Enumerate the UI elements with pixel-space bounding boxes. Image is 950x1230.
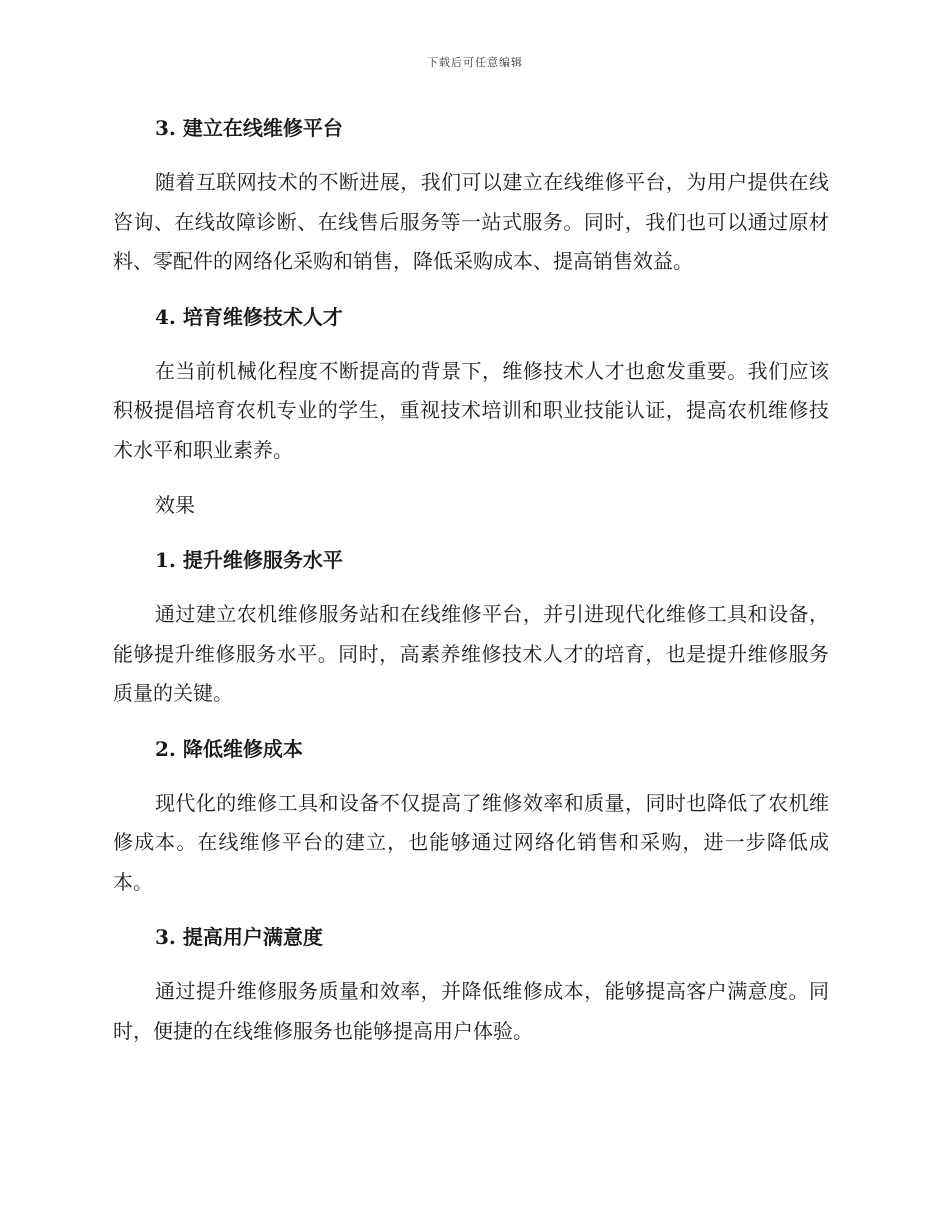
section-heading-satisfaction: 3. 提高用户满意度 bbox=[155, 925, 323, 949]
section-paragraph-satisfaction: 通过提升维修服务质量和效率，并降低维修成本，能够提高客户满意度。同时，便捷的在线维修服务也能够提高用户体验。 bbox=[113, 979, 829, 1043]
section-heading-effects: 效果 bbox=[155, 493, 195, 517]
section-paragraph-online-platform: 随着互联网技术的不断进展，我们可以建立在线维修平台，为用户提供在线咨询、在线故障诊断、在线售后服务等一站式服务。同时，我们也可以通过原材料、零配件的网络化采购和销售，降低采购成本、提高销售效益。 bbox=[113, 170, 829, 273]
section-paragraph-cost: 现代化的维修工具和设备不仅提高了维修效率和质量，同时也降低了农机维修成本。在线维修平台的建立，也能够通过网络化销售和采购，进一步降低成本。 bbox=[113, 790, 829, 894]
section-heading-cost: 2. 降低维修成本 bbox=[155, 736, 303, 761]
section-heading-online-platform: 3. 建立在线维修平台 bbox=[155, 116, 343, 140]
header-note: 下载后可任意编辑 bbox=[427, 56, 523, 69]
section-heading-service-level: 1. 提升维修服务水平 bbox=[155, 548, 343, 572]
section-paragraph-talent: 在当前机械化程度不断提高的背景下，维修技术人才也愈发重要。我们应该积极提倡培育农机专业的学生，重视技术培训和职业技能认证，提高农机维修技术水平和职业素养。 bbox=[113, 358, 829, 462]
document-body bbox=[113, 108, 829, 1051]
section-heading-talent: 4. 培育维修技术人才 bbox=[155, 304, 343, 329]
section-paragraph-service-level: 通过建立农机维修服务站和在线维修平台，并引进现代化维修工具和设备，能够提升维修服务水平。同时，高素养维修技术人才的培育，也是提升维修服务质量的关键。 bbox=[113, 602, 829, 705]
